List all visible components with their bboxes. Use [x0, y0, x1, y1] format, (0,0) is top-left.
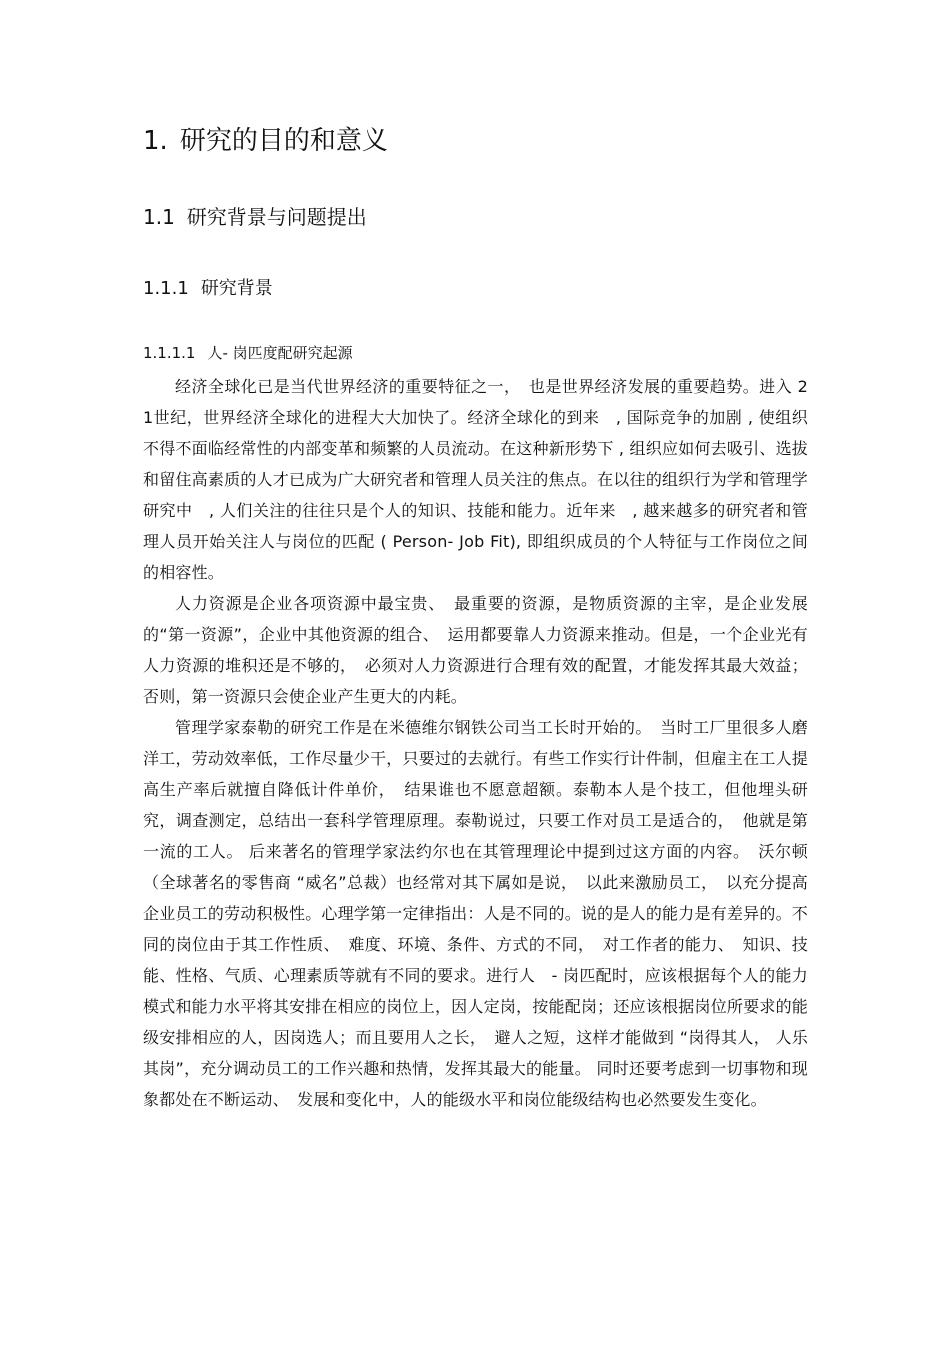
heading-level-4 [143, 342, 353, 364]
heading-level-4-number: 1.1.1.1 [143, 344, 196, 362]
heading-level-2-number: 1.1 [143, 205, 175, 229]
heading-level-2 [143, 203, 367, 231]
heading-level-3-text: 研究背景 [200, 278, 273, 299]
paragraph-taylor-management: 管理学家泰勒的研究工作是在米德维尔钢铁公司当工长时开始的。 当时工厂里很多人磨洋工，劳动效率低，工作尽量少干，只要过的去就行。有些工作实行计件制，但雇主在工人提高生产率后就擅自降低计件单价， 结果谁也不愿意超额。泰勒本人是个技工，但他埋头研究，调查测定，总结出一套科学管理原理。泰勒说过，只要工作对员工是适合的， 他就是第一流的工人。 后来著名的管理学家法约尔也在其管理理论中提到过这方面的内容。 沃尔顿（全球著名的零售商 “威名”总裁）也经常对其下属如是说， 以此来激励员工， 以充分提高企业员工的劳动积极性。心理学第一定律指出：人是不同的。说的是人的能力是有差异的。不同的岗位由于其工作性质、 难度、环境、条件、方式的不同， 对工作者的能力、 知识、技能、性格、气质、心理素质等就有不同的要求。进行人 - 岗匹配时，应该根据每个人的能力模式和能力水平将其安排在相应的岗位上，因人定岗，按能配岗；还应该根据岗位所要求的能级安排相应的人，因岗选人；而且要用人之长， 避人之短，这样才能做到 “岗得其人， 人乐其岗”，充分调动员工的工作兴趣和热情，发挥其最大的能量。 同时还要考虑到一切事物和现象都处在不断运动、 发展和变化中，人的能级水平和岗位能级结构也必然要发生变化。 [143, 718, 808, 1109]
paragraph-economic-globalization: 经济全球化已是当代世界经济的重要特征之一， 也是世界经济发展的重要趋势。进入 21世纪，世界经济全球化的进程大大加快了。经济全球化的到来 , 国际竞争的加剧 , 使组织不得不面临经常性的内部变革和频繁的人员流动。在这种新形势下 , 组织应如何去吸引、选拔和留住高素质的人才已成为广大研究者和管理人员关注的焦点。在以往的组织行为学和管理学研究中 , 人们关注的往往只是个人的知识、技能和能力。近年来 , 越来越多的研究者和管理人员开始关注人与岗位的匹配 ( Person- Job Fit), 即组织成员的个人特征与工作岗位之间的相容性。 [143, 377, 808, 582]
heading-level-1-number: 1. [143, 126, 168, 156]
heading-level-1-text: 研究的目的和意义 [179, 126, 388, 156]
heading-level-4-text: 人- 岗匹度配研究起源 [207, 344, 353, 362]
paragraph-human-resources: 人力资源是企业各项资源中最宝贵、 最重要的资源，是物质资源的主宰，是企业发展的“第一资源”，企业中其他资源的组合、 运用都要靠人力资源来推动。但是，一个企业光有人力资源的堆积还是不够的， 必须对人力资源进行合理有效的配置，才能发挥其最大效益；否则，第一资源只会使企业产生更大的内耗。 [143, 594, 808, 706]
body-text [143, 371, 808, 1115]
heading-level-3 [143, 276, 273, 302]
heading-level-3-number: 1.1.1 [143, 278, 189, 299]
heading-level-1 [143, 124, 388, 158]
heading-level-2-text: 研究背景与问题提出 [186, 205, 367, 229]
